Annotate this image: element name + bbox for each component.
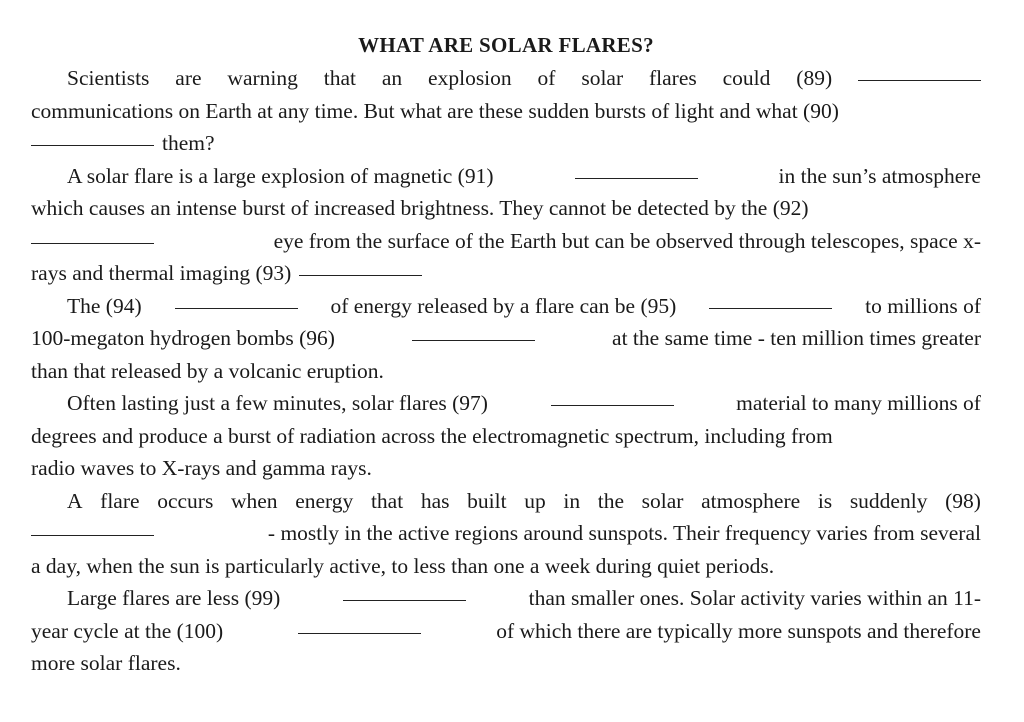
passage-text: of which there are typically more sunspots and therefore xyxy=(496,618,981,643)
passage-line xyxy=(31,517,981,550)
passage-line xyxy=(31,485,981,518)
passage-line xyxy=(31,647,981,680)
answer-blank[interactable] xyxy=(175,307,298,309)
answer-blank[interactable] xyxy=(299,274,422,276)
passage-text: that xyxy=(370,488,404,513)
passage-text: explosion xyxy=(428,66,512,90)
passage-text: A xyxy=(67,488,83,513)
passage-text: radio waves to X-rays and gamma rays. xyxy=(31,456,372,480)
passage-text: flare xyxy=(100,488,140,513)
passage-line xyxy=(31,322,981,355)
passage-text: solar xyxy=(641,488,684,513)
passage-text: occurs xyxy=(157,488,214,513)
answer-blank[interactable] xyxy=(551,404,674,406)
passage-text: more solar flares. xyxy=(31,651,181,675)
passage-line xyxy=(31,257,981,290)
passage-text: in xyxy=(563,488,581,513)
answer-blank[interactable] xyxy=(298,632,421,634)
passage-text: (89) xyxy=(796,66,833,90)
passage-text: - mostly in the active regions around sunspots. Their frequency varies from several xyxy=(267,521,981,545)
passage-text: flares xyxy=(649,66,697,90)
passage-text: the xyxy=(597,488,624,513)
passage-line xyxy=(31,290,981,323)
passage-text: built xyxy=(467,488,507,513)
passage-line xyxy=(31,615,981,648)
answer-blank[interactable] xyxy=(709,307,832,309)
passage-line xyxy=(31,62,981,95)
passage-text: warning xyxy=(227,66,298,90)
passage-line xyxy=(31,160,981,193)
passage-text: to millions of xyxy=(865,293,981,318)
passage-text: atmosphere xyxy=(701,488,801,513)
passage-text: which causes an intense burst of increased brightness. They cannot be detected by the (92) xyxy=(31,196,809,220)
passage-text: degrees and produce a burst of radiation across the electromagnetic spectrum, including from xyxy=(31,423,833,448)
answer-blank[interactable] xyxy=(575,177,698,179)
answer-blank[interactable] xyxy=(412,339,535,341)
passage-text: when xyxy=(230,488,278,513)
passage-text: up xyxy=(524,488,546,513)
answer-blank[interactable] xyxy=(343,599,466,601)
passage-body xyxy=(31,62,981,680)
passage-text: material to many millions of xyxy=(736,391,981,415)
passage-text: at the same time - ten million times greater xyxy=(612,326,981,350)
passage-text: suddenly xyxy=(849,488,928,513)
passage-line xyxy=(31,355,981,388)
passage-text: A solar flare is a large explosion of magnetic (91) xyxy=(67,163,494,188)
passage-text: than smaller ones. Solar activity varies within an 11- xyxy=(528,586,981,610)
passage-text: of xyxy=(537,66,556,90)
answer-blank[interactable] xyxy=(31,534,154,536)
passage-line xyxy=(31,127,981,160)
passage-text: (98) xyxy=(945,488,981,513)
passage-text: Often lasting just a few minutes, solar flares (97) xyxy=(67,391,488,415)
passage-text: communications on Earth at any time. But what are these sudden bursts of light and what (90) xyxy=(31,98,839,123)
answer-blank[interactable] xyxy=(858,79,981,81)
passage-text: an xyxy=(381,66,403,90)
passage-text: is xyxy=(817,488,833,513)
passage-line xyxy=(31,582,981,615)
answer-blank[interactable] xyxy=(31,144,154,146)
passage-text: year cycle at the (100) xyxy=(31,618,224,643)
passage-text: of energy released by a flare can be (95) xyxy=(330,293,677,318)
passage-line xyxy=(31,452,981,485)
passage-text: energy xyxy=(295,488,354,513)
passage-text: that xyxy=(323,66,356,90)
passage-text: The (94) xyxy=(67,293,142,318)
passage-line xyxy=(31,192,981,225)
passage-line xyxy=(31,420,981,453)
passage-text: 100-megaton hydrogen bombs (96) xyxy=(31,326,335,350)
passage-line xyxy=(31,550,981,583)
passage-text: Scientists xyxy=(67,66,150,90)
passage-text: solar xyxy=(581,66,624,90)
passage-text: eye from the surface of the Earth but can be observed through telescopes, space x- xyxy=(273,228,981,253)
passage-line xyxy=(31,387,981,420)
passage-line xyxy=(31,95,981,128)
passage-text: could xyxy=(722,66,771,90)
passage-text: has xyxy=(420,488,450,513)
passage-text: are xyxy=(175,66,202,90)
passage-text: a day, when the sun is particularly active, to less than one a week during quiet periods. xyxy=(31,553,775,578)
page-title: WHAT ARE SOLAR FLARES? xyxy=(358,33,654,57)
passage-text: rays and thermal imaging (93) xyxy=(31,261,292,285)
passage-text: than that released by a volcanic eruption. xyxy=(31,358,384,383)
answer-blank[interactable] xyxy=(31,242,154,244)
passage-text: in the sun’s atmosphere xyxy=(778,163,981,188)
passage-text: them? xyxy=(162,131,215,155)
worksheet-page xyxy=(31,30,981,680)
passage-line xyxy=(31,225,981,258)
passage-text: Large flares are less (99) xyxy=(67,586,281,610)
